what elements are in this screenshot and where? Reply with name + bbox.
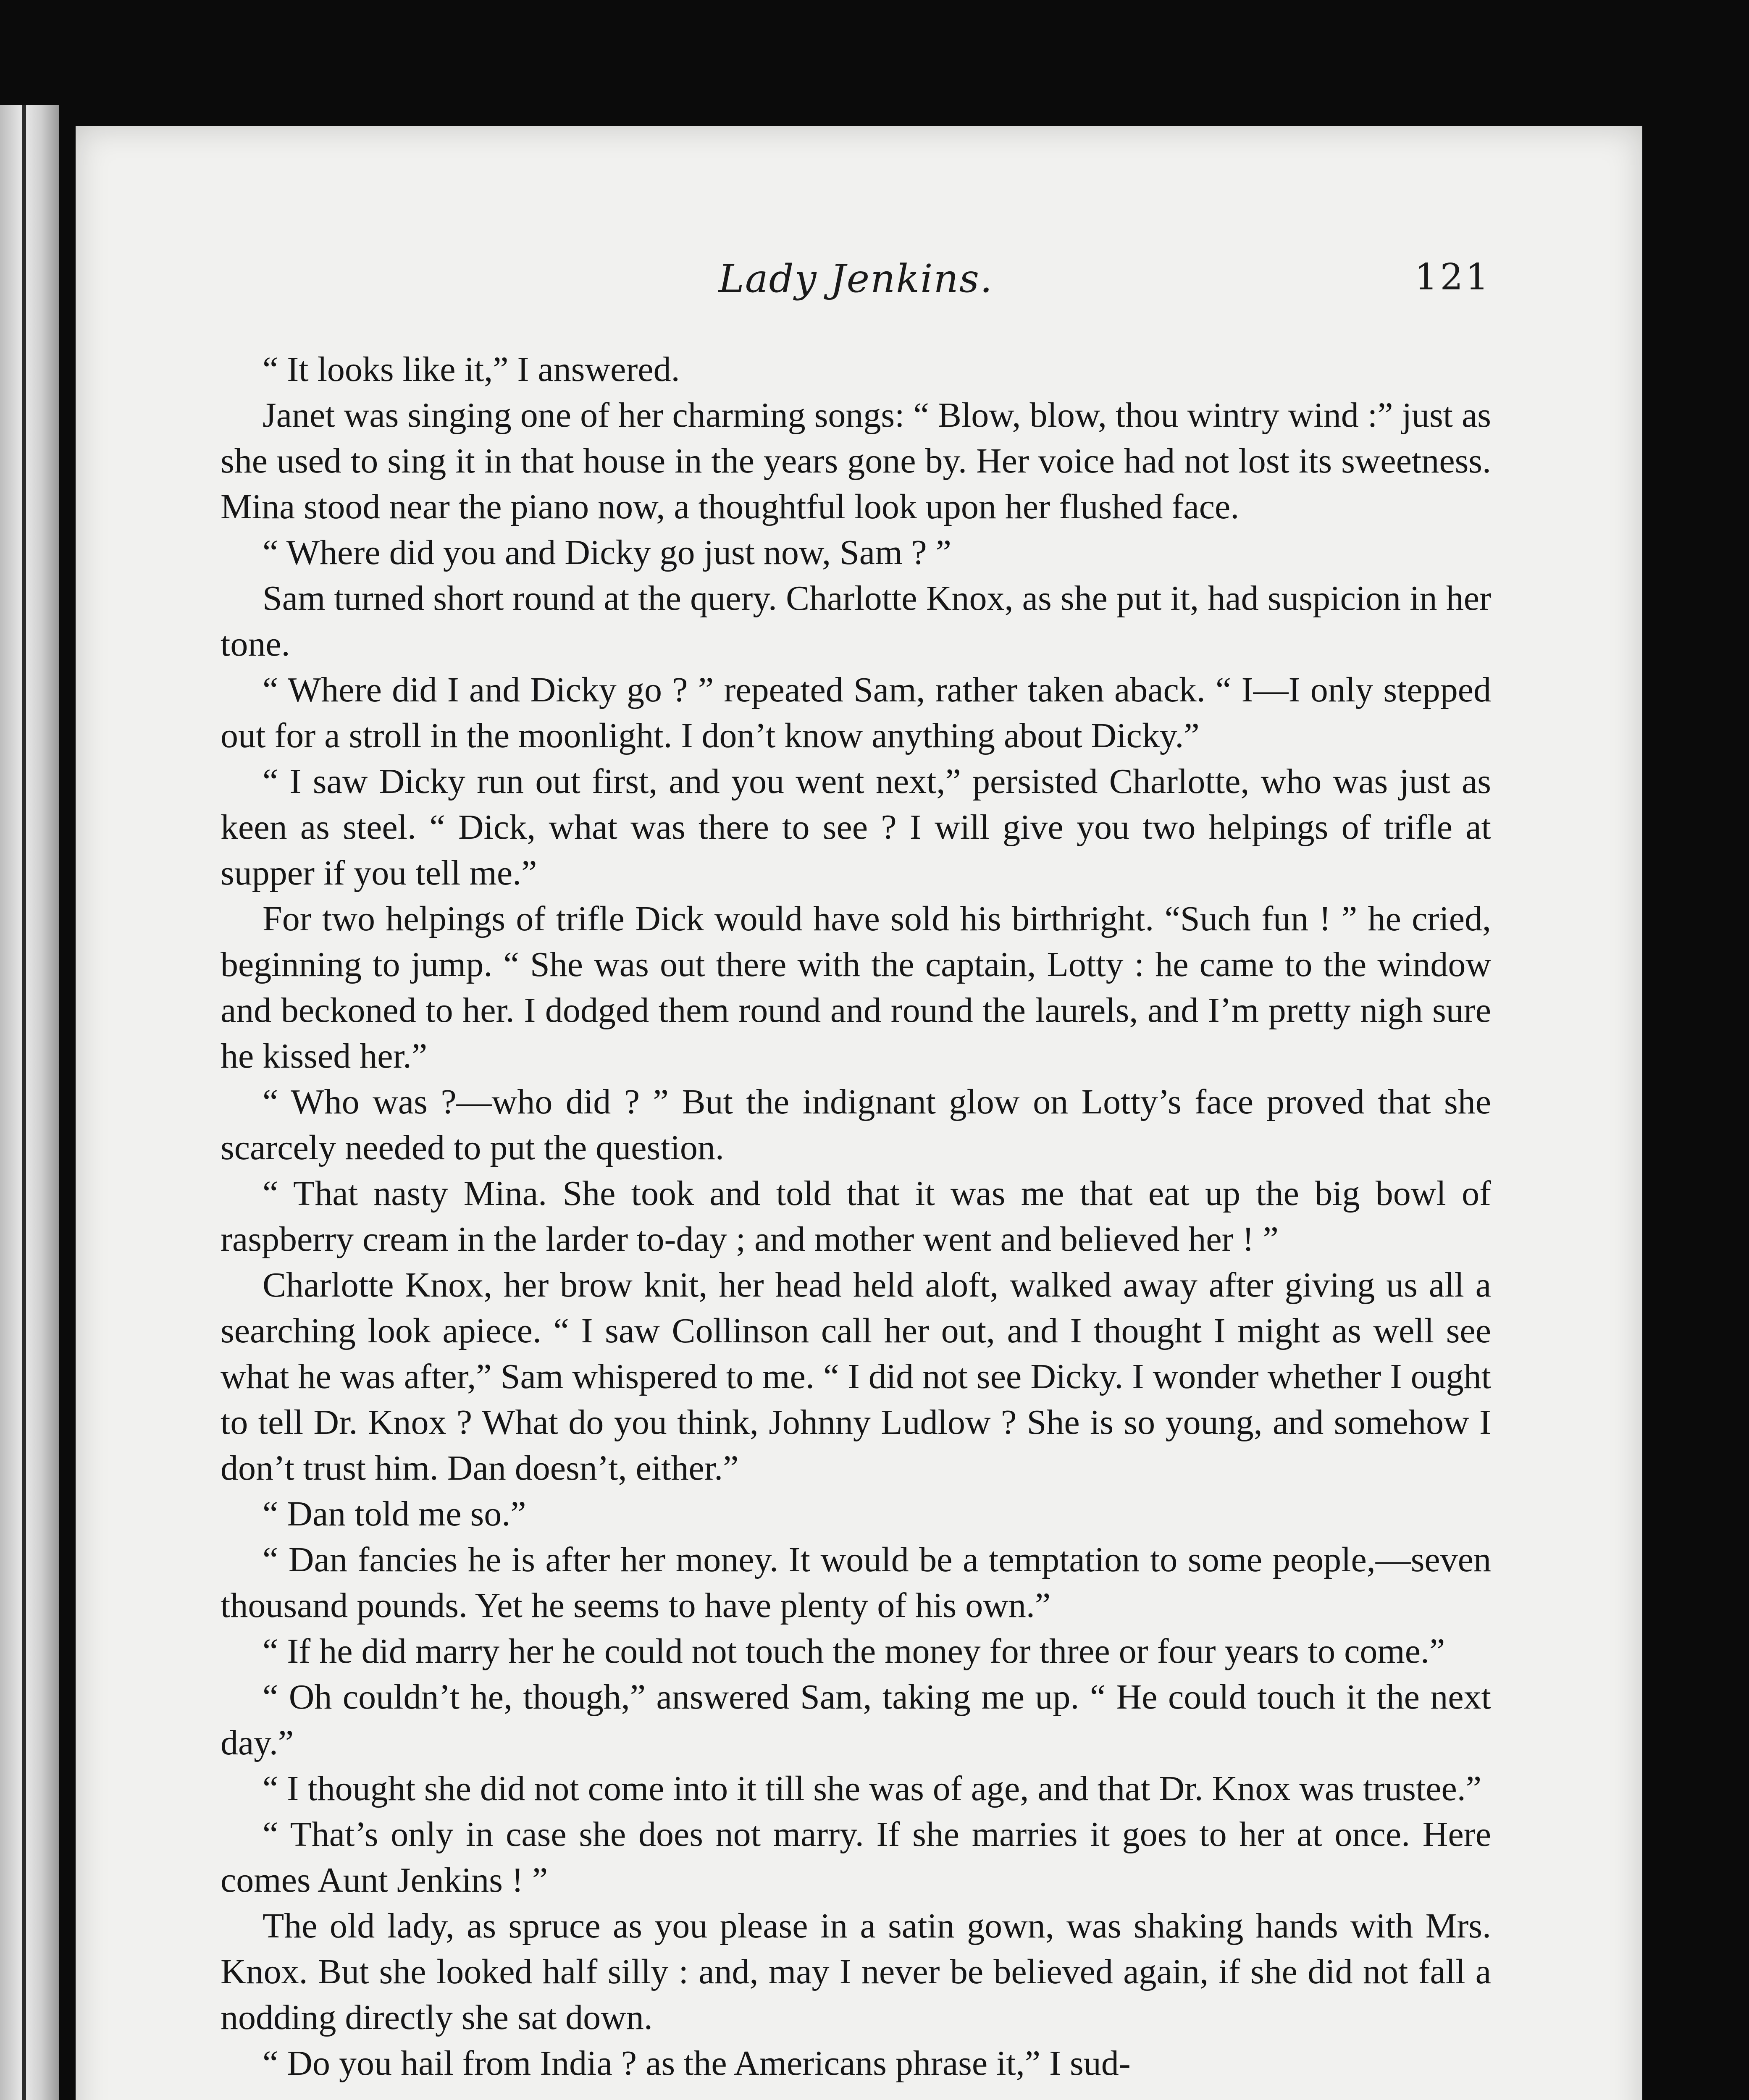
book-page: [76, 126, 1642, 2100]
body-text: [221, 346, 1491, 2086]
paragraph: “ Where did I and Dicky go ? ” repeated Sam, rather taken aback. “ I—I only stepped out for a stroll in the moonlight. I don’t know anything about Dicky.”: [221, 670, 1491, 755]
paragraph: “ If he did marry her he could not touch the money for three or four years to come.”: [263, 1632, 1445, 1671]
page-binding-shadow: [22, 105, 26, 2100]
page-header: [221, 256, 1491, 319]
paragraph: “ It looks like it,” I answered.: [263, 350, 680, 389]
paragraph: “ Who was ?—who did ? ” But the indignant glow on Lotty’s face proved that she scarcely needed to put the question.: [221, 1082, 1491, 1167]
running-title: Lady Jenkins.: [718, 256, 993, 301]
paragraph: Charlotte Knox, her brow knit, her head held aloft, walked away after giving us all a searching look apiece. “ I saw Collinson call her out, and I thought I might as well see what he was after,” Sam whispered to me. “ I did not see Dicky. I wonder whether I ought to tell Dr. Knox ? What do you think, Johnny Ludlow ? She is so young, and somehow I don’t trust him. Dan doesn’t, either.”: [221, 1265, 1491, 1488]
paragraph: “ Do you hail from India ? as the Americans phrase it,” I sud-: [263, 2044, 1131, 2083]
paragraph: Janet was singing one of her charming songs: “ Blow, blow, thou wintry wind :” just as she used to sing it in that house in the years gone by. Her voice had not lost its sweetness. Mina stood near the piano now, a thoughtful look upon her flushed face.: [221, 396, 1491, 526]
previous-page-edge: [0, 105, 59, 2100]
paragraph: “ Dan fancies he is after her money. It would be a temptation to some people,—seven thousand pounds. Yet he seems to have plenty of his own.”: [221, 1540, 1491, 1625]
paragraph: “ That nasty Mina. She took and told that it was me that eat up the big bowl of raspberry cream in the larder to-day ; and mother went and believed her ! ”: [221, 1174, 1491, 1259]
paragraph: The old lady, as spruce as you please in a satin gown, was shaking hands with Mrs. Knox. But she looked half silly : and, may I never be believed again, if she did not fall a nodding directly she sat down.: [221, 1906, 1491, 2037]
page-number: 121: [1414, 256, 1491, 298]
paragraph: “ Oh couldn’t he, though,” answered Sam, taking me up. “ He could touch it the next day.”: [221, 1677, 1491, 1762]
paragraph: “ I thought she did not come into it till she was of age, and that Dr. Knox was trustee.”: [263, 1769, 1482, 1808]
paragraph: Sam turned short round at the query. Charlotte Knox, as she put it, had suspicion in her tone.: [221, 579, 1491, 664]
paragraph: “ I saw Dicky run out first, and you went next,” persisted Charlotte, who was just as keen as steel. “ Dick, what was there to see ? I will give you two helpings of trifle at supper if you tell me.”: [221, 762, 1491, 892]
paragraph: For two helpings of trifle Dick would have sold his birthright. “Such fun ! ” he cried, beginning to jump. “ She was out there with the captain, Lotty : he came to the window and beckoned to her. I dodged them round and round the laurels, and I’m pretty nigh sure he kissed her.”: [221, 899, 1491, 1076]
paragraph: “ Dan told me so.”: [263, 1494, 526, 1533]
paragraph: “ That’s only in case she does not marry. If she marries it goes to her at once. Here comes Aunt Jenkins ! ”: [221, 1815, 1491, 1900]
paragraph: “ Where did you and Dicky go just now, Sam ? ”: [263, 533, 951, 572]
